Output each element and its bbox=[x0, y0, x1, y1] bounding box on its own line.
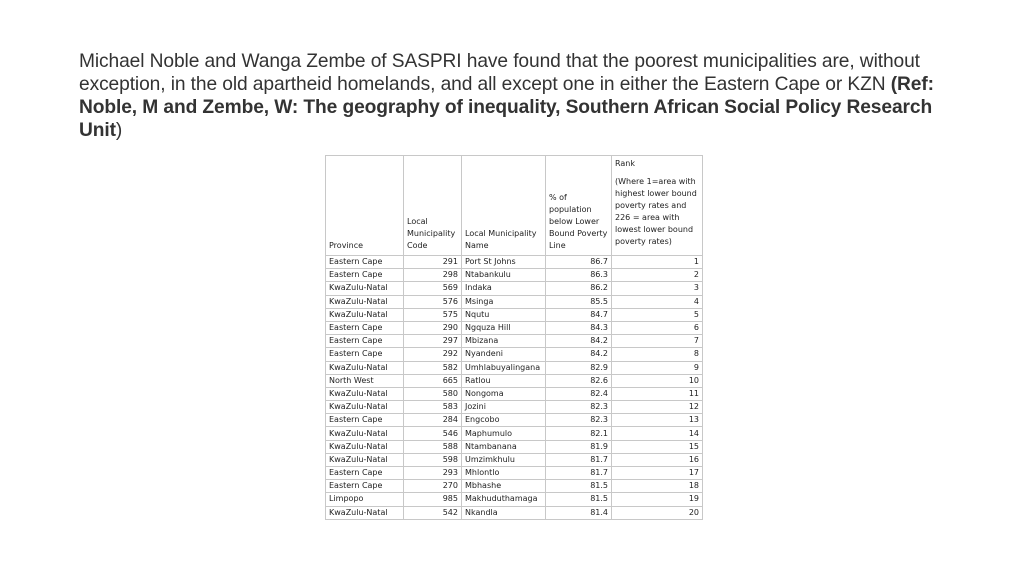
cell-municipality-name: Nqutu bbox=[462, 308, 546, 321]
table-row bbox=[326, 256, 703, 269]
cell-poverty-percent: 82.3 bbox=[546, 401, 612, 414]
cell-municipality-code: 546 bbox=[404, 427, 462, 440]
cell-municipality-code: 284 bbox=[404, 414, 462, 427]
cell-municipality-name: Jozini bbox=[462, 401, 546, 414]
cell-poverty-percent: 82.6 bbox=[546, 374, 612, 387]
cell-municipality-code: 588 bbox=[404, 440, 462, 453]
cell-province: North West bbox=[326, 374, 404, 387]
cell-poverty-percent: 85.5 bbox=[546, 295, 612, 308]
cell-province: KwaZulu-Natal bbox=[326, 361, 404, 374]
cell-rank: 10 bbox=[612, 374, 703, 387]
cell-rank: 1 bbox=[612, 256, 703, 269]
cell-poverty-percent: 81.4 bbox=[546, 506, 612, 519]
cell-municipality-name: Mbhashe bbox=[462, 480, 546, 493]
cell-poverty-percent: 82.1 bbox=[546, 427, 612, 440]
cell-province: Eastern Cape bbox=[326, 480, 404, 493]
cell-municipality-name: Nongoma bbox=[462, 387, 546, 400]
cell-poverty-percent: 86.2 bbox=[546, 282, 612, 295]
table-row bbox=[326, 467, 703, 480]
cell-province: Eastern Cape bbox=[326, 467, 404, 480]
table-row bbox=[326, 348, 703, 361]
cell-municipality-name: Port St Johns bbox=[462, 256, 546, 269]
cell-rank: 8 bbox=[612, 348, 703, 361]
cell-province: KwaZulu-Natal bbox=[326, 453, 404, 466]
cell-municipality-name: Ratlou bbox=[462, 374, 546, 387]
paragraph-text: Michael Noble and Wanga Zembe of SASPRI have found that the poorest municipalities are, without exception, in the old apartheid homelands, and all except one in either the Eastern Cape or KZN bbox=[79, 51, 920, 95]
cell-rank: 9 bbox=[612, 361, 703, 374]
header-rank-note: (Where 1=area with highest lower bound poverty rates and 226 = area with lowest lower bound poverty rates) bbox=[615, 177, 697, 246]
cell-poverty-percent: 82.9 bbox=[546, 361, 612, 374]
cell-municipality-code: 583 bbox=[404, 401, 462, 414]
cell-province: Eastern Cape bbox=[326, 321, 404, 334]
cell-province: KwaZulu-Natal bbox=[326, 440, 404, 453]
cell-municipality-name: Ntambanana bbox=[462, 440, 546, 453]
cell-poverty-percent: 84.3 bbox=[546, 321, 612, 334]
cell-poverty-percent: 84.2 bbox=[546, 335, 612, 348]
cell-municipality-code: 270 bbox=[404, 480, 462, 493]
cell-municipality-name: Umhlabuyalingana bbox=[462, 361, 546, 374]
cell-municipality-name: Nyandeni bbox=[462, 348, 546, 361]
table-row bbox=[326, 282, 703, 295]
cell-province: KwaZulu-Natal bbox=[326, 308, 404, 321]
cell-municipality-code: 293 bbox=[404, 467, 462, 480]
cell-rank: 4 bbox=[612, 295, 703, 308]
cell-municipality-name: Maphumulo bbox=[462, 427, 546, 440]
cell-municipality-code: 297 bbox=[404, 335, 462, 348]
table-row bbox=[326, 480, 703, 493]
cell-rank: 15 bbox=[612, 440, 703, 453]
header-municipality-name: Local Municipality Name bbox=[462, 156, 546, 256]
cell-municipality-code: 542 bbox=[404, 506, 462, 519]
cell-municipality-name: Makhuduthamaga bbox=[462, 493, 546, 506]
cell-province: KwaZulu-Natal bbox=[326, 401, 404, 414]
cell-municipality-name: Engcobo bbox=[462, 414, 546, 427]
cell-rank: 6 bbox=[612, 321, 703, 334]
cell-province: KwaZulu-Natal bbox=[326, 295, 404, 308]
table-row bbox=[326, 414, 703, 427]
header-province: Province bbox=[326, 156, 404, 256]
header-rank bbox=[612, 156, 703, 256]
cell-municipality-name: Indaka bbox=[462, 282, 546, 295]
reference-text: (Ref: Noble, M and Zembe, W: The geography of inequality, Southern African Social Policy Research Unit bbox=[79, 74, 934, 141]
cell-municipality-code: 985 bbox=[404, 493, 462, 506]
cell-poverty-percent: 82.4 bbox=[546, 387, 612, 400]
header-poverty-percent: % of population below Lower Bound Poverty Line bbox=[546, 156, 612, 256]
cell-municipality-code: 290 bbox=[404, 321, 462, 334]
cell-poverty-percent: 81.7 bbox=[546, 453, 612, 466]
cell-rank: 17 bbox=[612, 467, 703, 480]
slide-paragraph bbox=[79, 50, 959, 142]
cell-rank: 19 bbox=[612, 493, 703, 506]
cell-poverty-percent: 82.3 bbox=[546, 414, 612, 427]
cell-municipality-code: 298 bbox=[404, 269, 462, 282]
cell-municipality-name: Mhlontlo bbox=[462, 467, 546, 480]
cell-poverty-percent: 84.7 bbox=[546, 308, 612, 321]
cell-province: KwaZulu-Natal bbox=[326, 282, 404, 295]
table-row bbox=[326, 321, 703, 334]
header-rank-title: Rank bbox=[615, 159, 635, 168]
cell-province: Eastern Cape bbox=[326, 269, 404, 282]
cell-province: KwaZulu-Natal bbox=[326, 387, 404, 400]
table-row bbox=[326, 295, 703, 308]
cell-province: Eastern Cape bbox=[326, 414, 404, 427]
cell-rank: 12 bbox=[612, 401, 703, 414]
table-header-row bbox=[326, 156, 703, 256]
cell-poverty-percent: 81.9 bbox=[546, 440, 612, 453]
cell-municipality-code: 569 bbox=[404, 282, 462, 295]
cell-rank: 18 bbox=[612, 480, 703, 493]
cell-municipality-name: Umzimkhulu bbox=[462, 453, 546, 466]
cell-rank: 3 bbox=[612, 282, 703, 295]
cell-rank: 13 bbox=[612, 414, 703, 427]
cell-province: KwaZulu-Natal bbox=[326, 506, 404, 519]
cell-rank: 11 bbox=[612, 387, 703, 400]
header-municipality-code: Local Municipality Code bbox=[404, 156, 462, 256]
cell-municipality-code: 582 bbox=[404, 361, 462, 374]
cell-rank: 2 bbox=[612, 269, 703, 282]
cell-poverty-percent: 81.5 bbox=[546, 480, 612, 493]
cell-province: Eastern Cape bbox=[326, 335, 404, 348]
table-row bbox=[326, 361, 703, 374]
cell-municipality-code: 291 bbox=[404, 256, 462, 269]
table-row bbox=[326, 335, 703, 348]
cell-municipality-code: 576 bbox=[404, 295, 462, 308]
cell-poverty-percent: 84.2 bbox=[546, 348, 612, 361]
cell-rank: 14 bbox=[612, 427, 703, 440]
cell-municipality-code: 598 bbox=[404, 453, 462, 466]
table-row bbox=[326, 440, 703, 453]
cell-municipality-code: 575 bbox=[404, 308, 462, 321]
table-row bbox=[326, 374, 703, 387]
cell-municipality-name: Ntabankulu bbox=[462, 269, 546, 282]
table-row bbox=[326, 269, 703, 282]
cell-municipality-name: Ngquza Hill bbox=[462, 321, 546, 334]
table-row bbox=[326, 387, 703, 400]
cell-poverty-percent: 86.7 bbox=[546, 256, 612, 269]
poverty-table-container bbox=[325, 155, 702, 520]
table-row bbox=[326, 308, 703, 321]
cell-municipality-name: Mbizana bbox=[462, 335, 546, 348]
cell-poverty-percent: 81.7 bbox=[546, 467, 612, 480]
cell-rank: 7 bbox=[612, 335, 703, 348]
table-row bbox=[326, 453, 703, 466]
cell-poverty-percent: 81.5 bbox=[546, 493, 612, 506]
table-row bbox=[326, 427, 703, 440]
cell-province: Limpopo bbox=[326, 493, 404, 506]
cell-province: KwaZulu-Natal bbox=[326, 427, 404, 440]
table-row bbox=[326, 401, 703, 414]
cell-municipality-name: Nkandla bbox=[462, 506, 546, 519]
cell-municipality-code: 580 bbox=[404, 387, 462, 400]
cell-province: Eastern Cape bbox=[326, 256, 404, 269]
cell-poverty-percent: 86.3 bbox=[546, 269, 612, 282]
table-row bbox=[326, 506, 703, 519]
cell-municipality-code: 292 bbox=[404, 348, 462, 361]
cell-province: Eastern Cape bbox=[326, 348, 404, 361]
poverty-table bbox=[325, 155, 703, 520]
cell-rank: 20 bbox=[612, 506, 703, 519]
table-body bbox=[326, 256, 703, 520]
reference-close: ) bbox=[115, 120, 123, 141]
table-row bbox=[326, 493, 703, 506]
cell-municipality-code: 665 bbox=[404, 374, 462, 387]
cell-rank: 5 bbox=[612, 308, 703, 321]
cell-municipality-name: Msinga bbox=[462, 295, 546, 308]
cell-rank: 16 bbox=[612, 453, 703, 466]
